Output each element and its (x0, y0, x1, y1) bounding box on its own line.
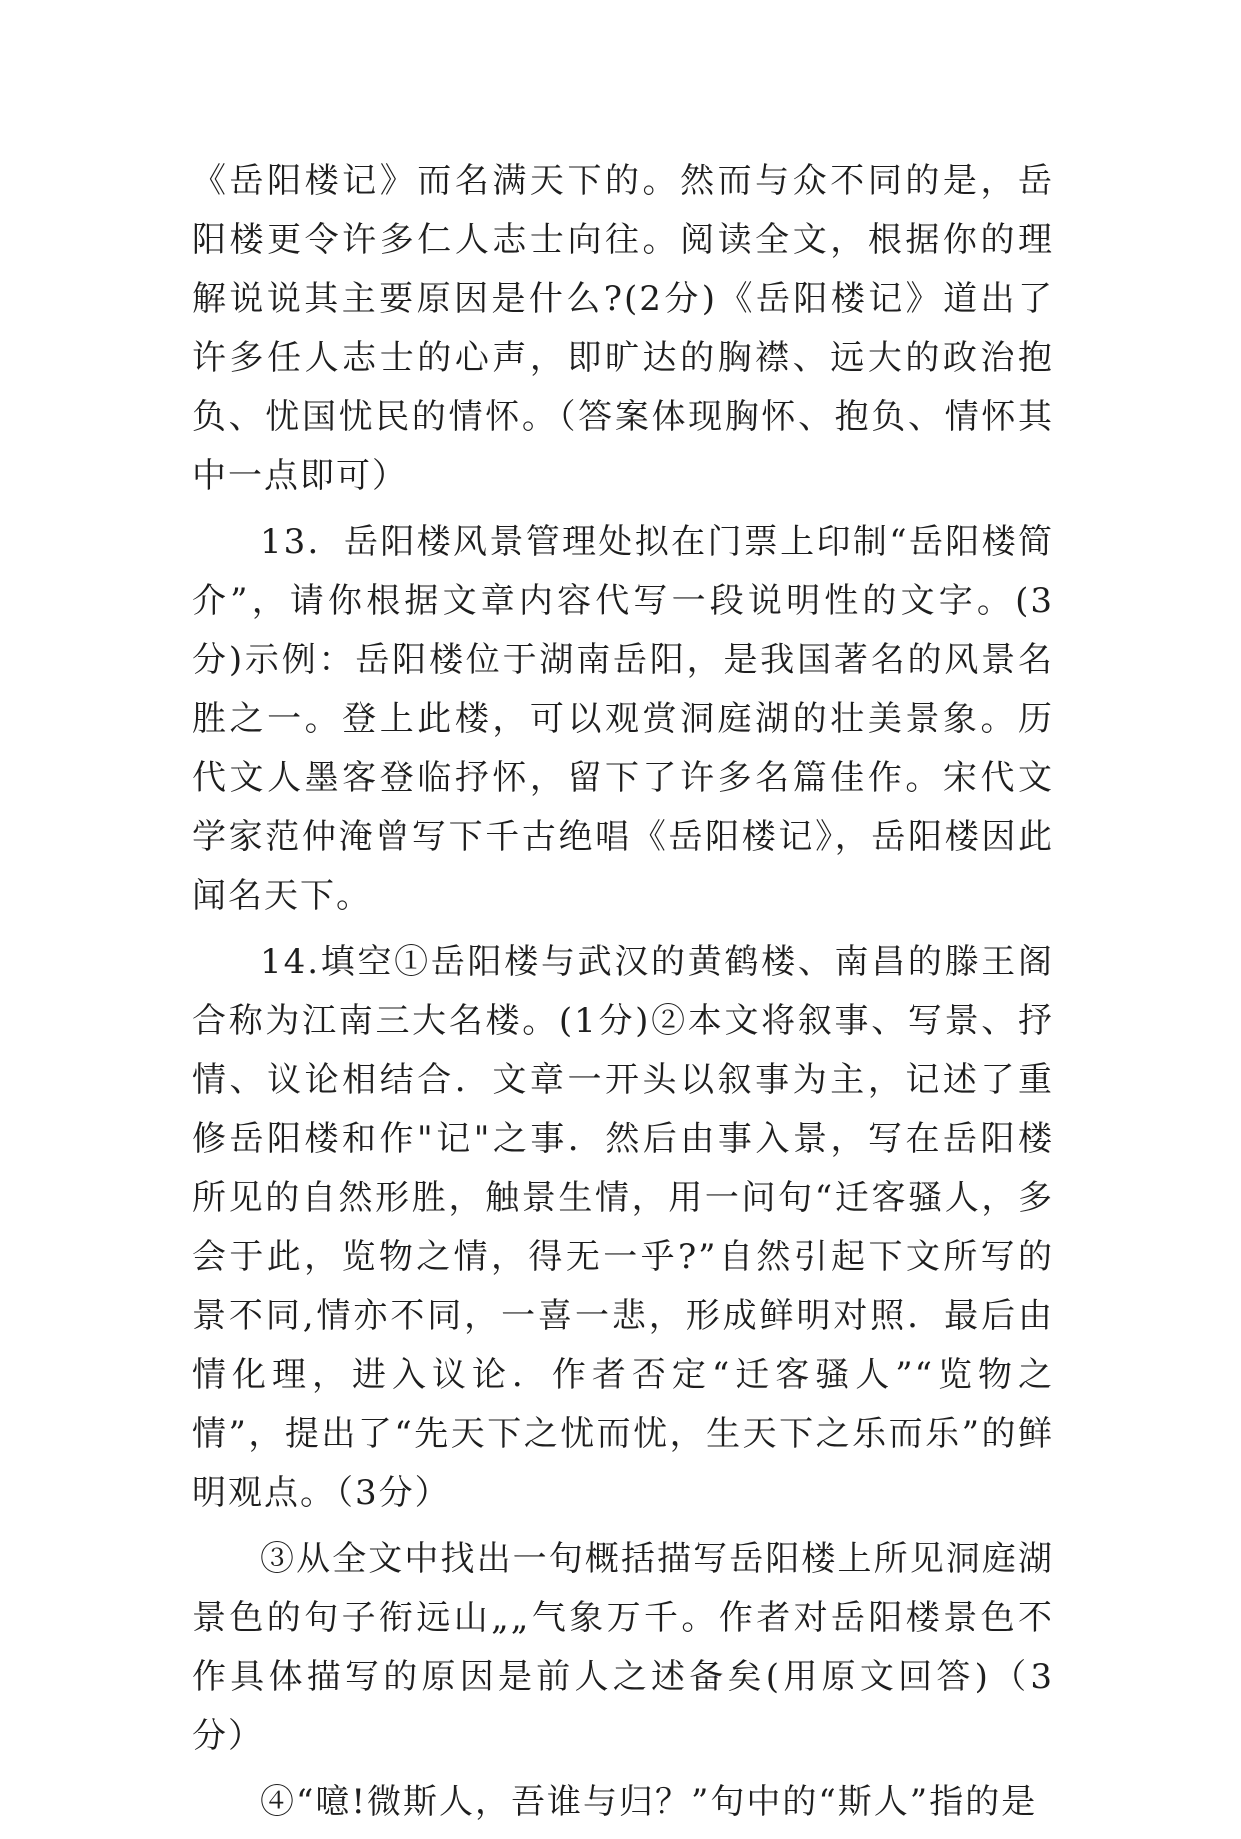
paragraph-question-13: 13．岳阳楼风景管理处拟在门票上印制“岳阳楼简介”，请你根据文章内容代写一段说明性的文字。(3分)示例：岳阳楼位于湖南岳阳，是我国著名的风景名胜之一。登上此楼，可以观赏洞庭湖的壮美景象。历代文人墨客登临抒怀，留下了许多名篇佳作。宋代文学家范仲淹曾写下千古绝唱《岳阳楼记》，岳阳楼因此闻名天下。 (192, 522, 1054, 916)
paragraph-question-14-part-3: ③从全文中找出一句概括描写岳阳楼上所见洞庭湖景色的句子衔远山„„气象万千。作者对岳阳楼景色不作具体描写的原因是前人之述备矣(用原文回答)（3分） (192, 1539, 1054, 1756)
document-body (192, 152, 1054, 1839)
paragraph-question-14: 14.填空①岳阳楼与武汉的黄鹤楼、南昌的滕王阁合称为江南三大名楼。(1分)②本文将叙事、写景、抒情、议论相结合．文章一开头以叙事为主，记述了重修岳阳楼和作"记"之事．然后由事入景，写在岳阳楼所见的自然形胜，触景生情，用一问句“迁客骚人，多会于此，览物之情，得无一乎?”自然引起下文所写的景不同,情亦不同，一喜一悲，形成鲜明对照．最后由情化理，进入议论．作者否定“迁客骚人”“览物之情”，提出了“先天下之忧而忧，生天下之乐而乐”的鲜明观点。（3分） (192, 942, 1054, 1513)
paragraph-question-14-part-4: ④“噫!微斯人，吾谁与归？”句中的“斯人”指的是 (260, 1782, 1038, 1822)
paragraph-answer-12: 《岳阳楼记》而名满天下的。然而与众不同的是，岳阳楼更令许多仁人志士向往。阅读全文，根据你的理解说说其主要原因是什么?(2分)《岳阳楼记》道出了许多任人志士的心声，即旷达的胸襟、远大的政治抱负、忧国忧民的情怀。（答案体现胸怀、抱负、情怀其中一点即可） (192, 161, 1054, 496)
